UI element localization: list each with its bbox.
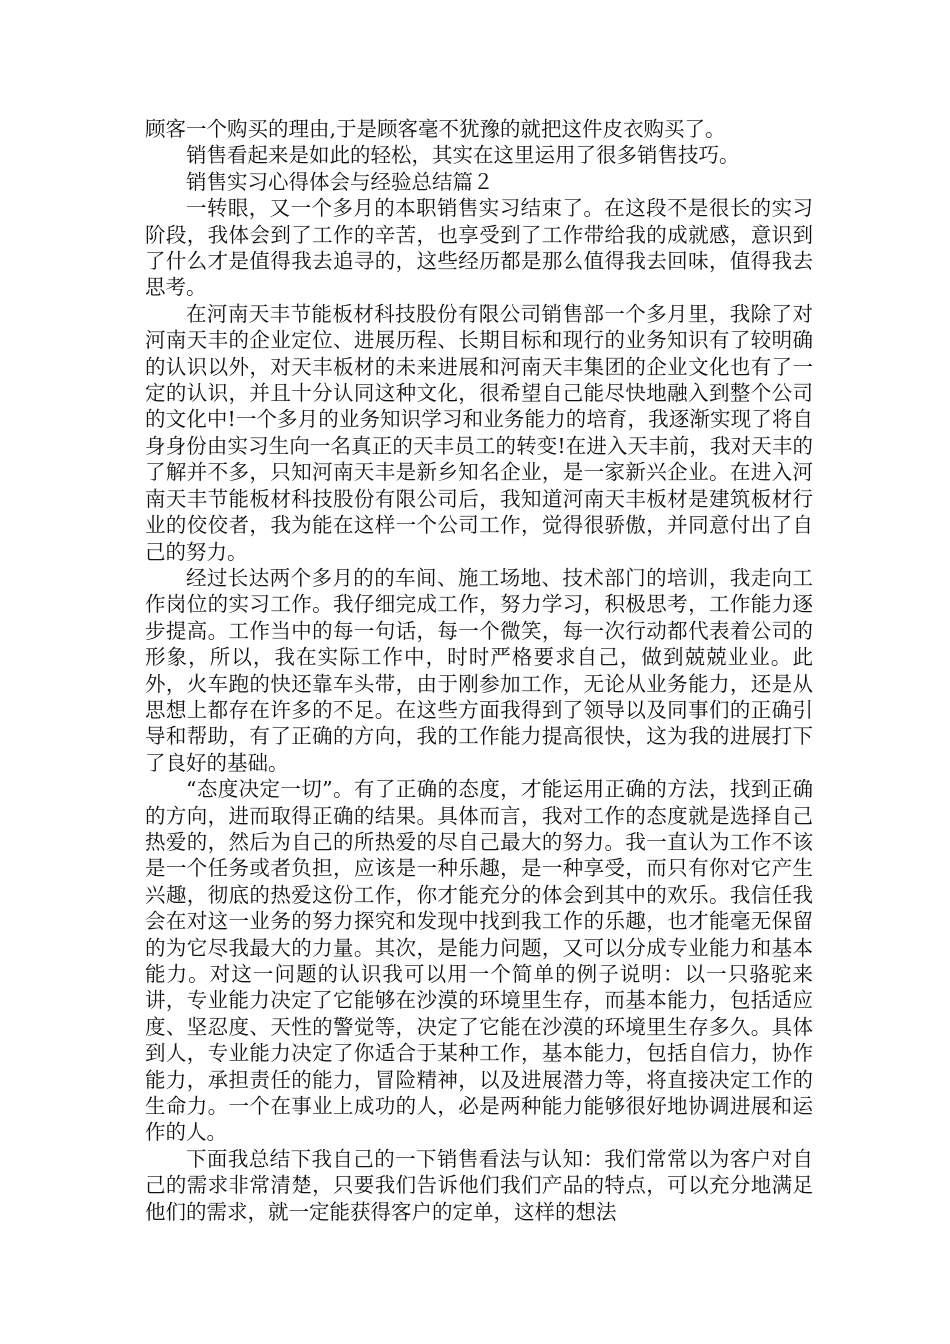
- paragraph: 下面我总结下我自己的一下销售看法与认知：我们常常以为客户对自己的需求非常清楚，只要我们告诉他们我们产品的特点，可以充分地满足他们的需求，就一定能获得客户的定单，这样的想法: [145, 1146, 813, 1224]
- paragraph: “态度决定一切”。有了正确的态度，才能运用正确的方法，找到正确的方向，进而取得正确的结果。具体而言，我对工作的态度就是选择自己热爱的，然后为自己的所热爱的尽自己最大的努力。我一直认为工作不该是一个任务或者负担，应该是一种乐趣，是一种享受，而只有你对它产生兴趣，彻底的热爱这份工作，你才能充分的体会到其中的欢乐。我信任我会在对这一业务的努力探究和发现中找到我工作的乐趣，也才能毫无保留的为它尽我最大的力量。其次，是能力问题，又可以分成专业能力和基本能力。对这一问题的认识我可以用一个简单的例子说明：以一只骆驼来讲，专业能力决定了它能够在沙漠的环境里生存，而基本能力，包括适应度、坚忍度、天性的警觉等，决定了它能在沙漠的环境里生存多久。具体到人，专业能力决定了你适合于某种工作，基本能力，包括自信力，协作能力，承担责任的能力，冒险精神，以及进展潜力等，将直接决定工作的生命力。一个在事业上成功的人，必是两种能力能够很好地协调进展和运作的人。: [145, 777, 813, 1145]
- paragraph: 销售看起来是如此的轻松，其实在这里运用了很多销售技巧。: [186, 143, 740, 168]
- paragraph: 经过长达两个多月的的车间、施工场地、技术部门的培训，我走向工作岗位的实习工作。我仔细完成工作，努力学习，积极思考，工作能力逐步提高。工作当中的每一句话，每一个微笑，每一次行动都代表着公司的形象，所以，我在实际工作中，时时严格要求自己，做到兢兢业业。此外，火车跑的快还靠车头带，由于刚参加工作，无论从业务能力，还是从思想上都存在许多的不足。在这些方面我得到了领导以及同事们的正确引导和帮助，有了正确的方向，我的工作能力提高很快，这为我的进展打下了良好的基础。: [145, 565, 813, 775]
- document-body: [145, 116, 813, 1225]
- paragraph: 顾客一个购买的理由,于是顾客毫不犹豫的就把这件皮衣购买了。: [145, 117, 726, 141]
- section-heading: 销售实习心得体会与经验总结篇２: [186, 169, 494, 194]
- paragraph: 一转眼，又一个多月的本职销售实习结束了。在这段不是很长的实习阶段，我体会到了工作的辛苦，也享受到了工作带给我的成就感，意识到了什么才是值得我去追寻的，这些经历都是那么值得我去回味，值得我去思考。: [145, 196, 813, 300]
- paragraph: 在河南天丰节能板材科技股份有限公司销售部一个多月里，我除了对河南天丰的企业定位、进展历程、长期目标和现行的业务知识有了较明确的认识以外，对天丰板材的未来进展和河南天丰集团的企业文化也有了一定的认识，并且十分认同这种文化，很希望自己能尽快地融入到整个公司的文化中!一个多月的业务知识学习和业务能力的培育，我逐渐实现了将自身身份由实习生向一名真正的天丰员工的转变!在进入天丰前，我对天丰的了解并不多，只知河南天丰是新乡知名企业，是一家新兴企业。在进入河南天丰节能板材科技股份有限公司后，我知道河南天丰板材是建筑板材行业的佼佼者，我为能在这样一个公司工作，觉得很骄傲，并同意付出了自己的努力。: [145, 301, 813, 564]
